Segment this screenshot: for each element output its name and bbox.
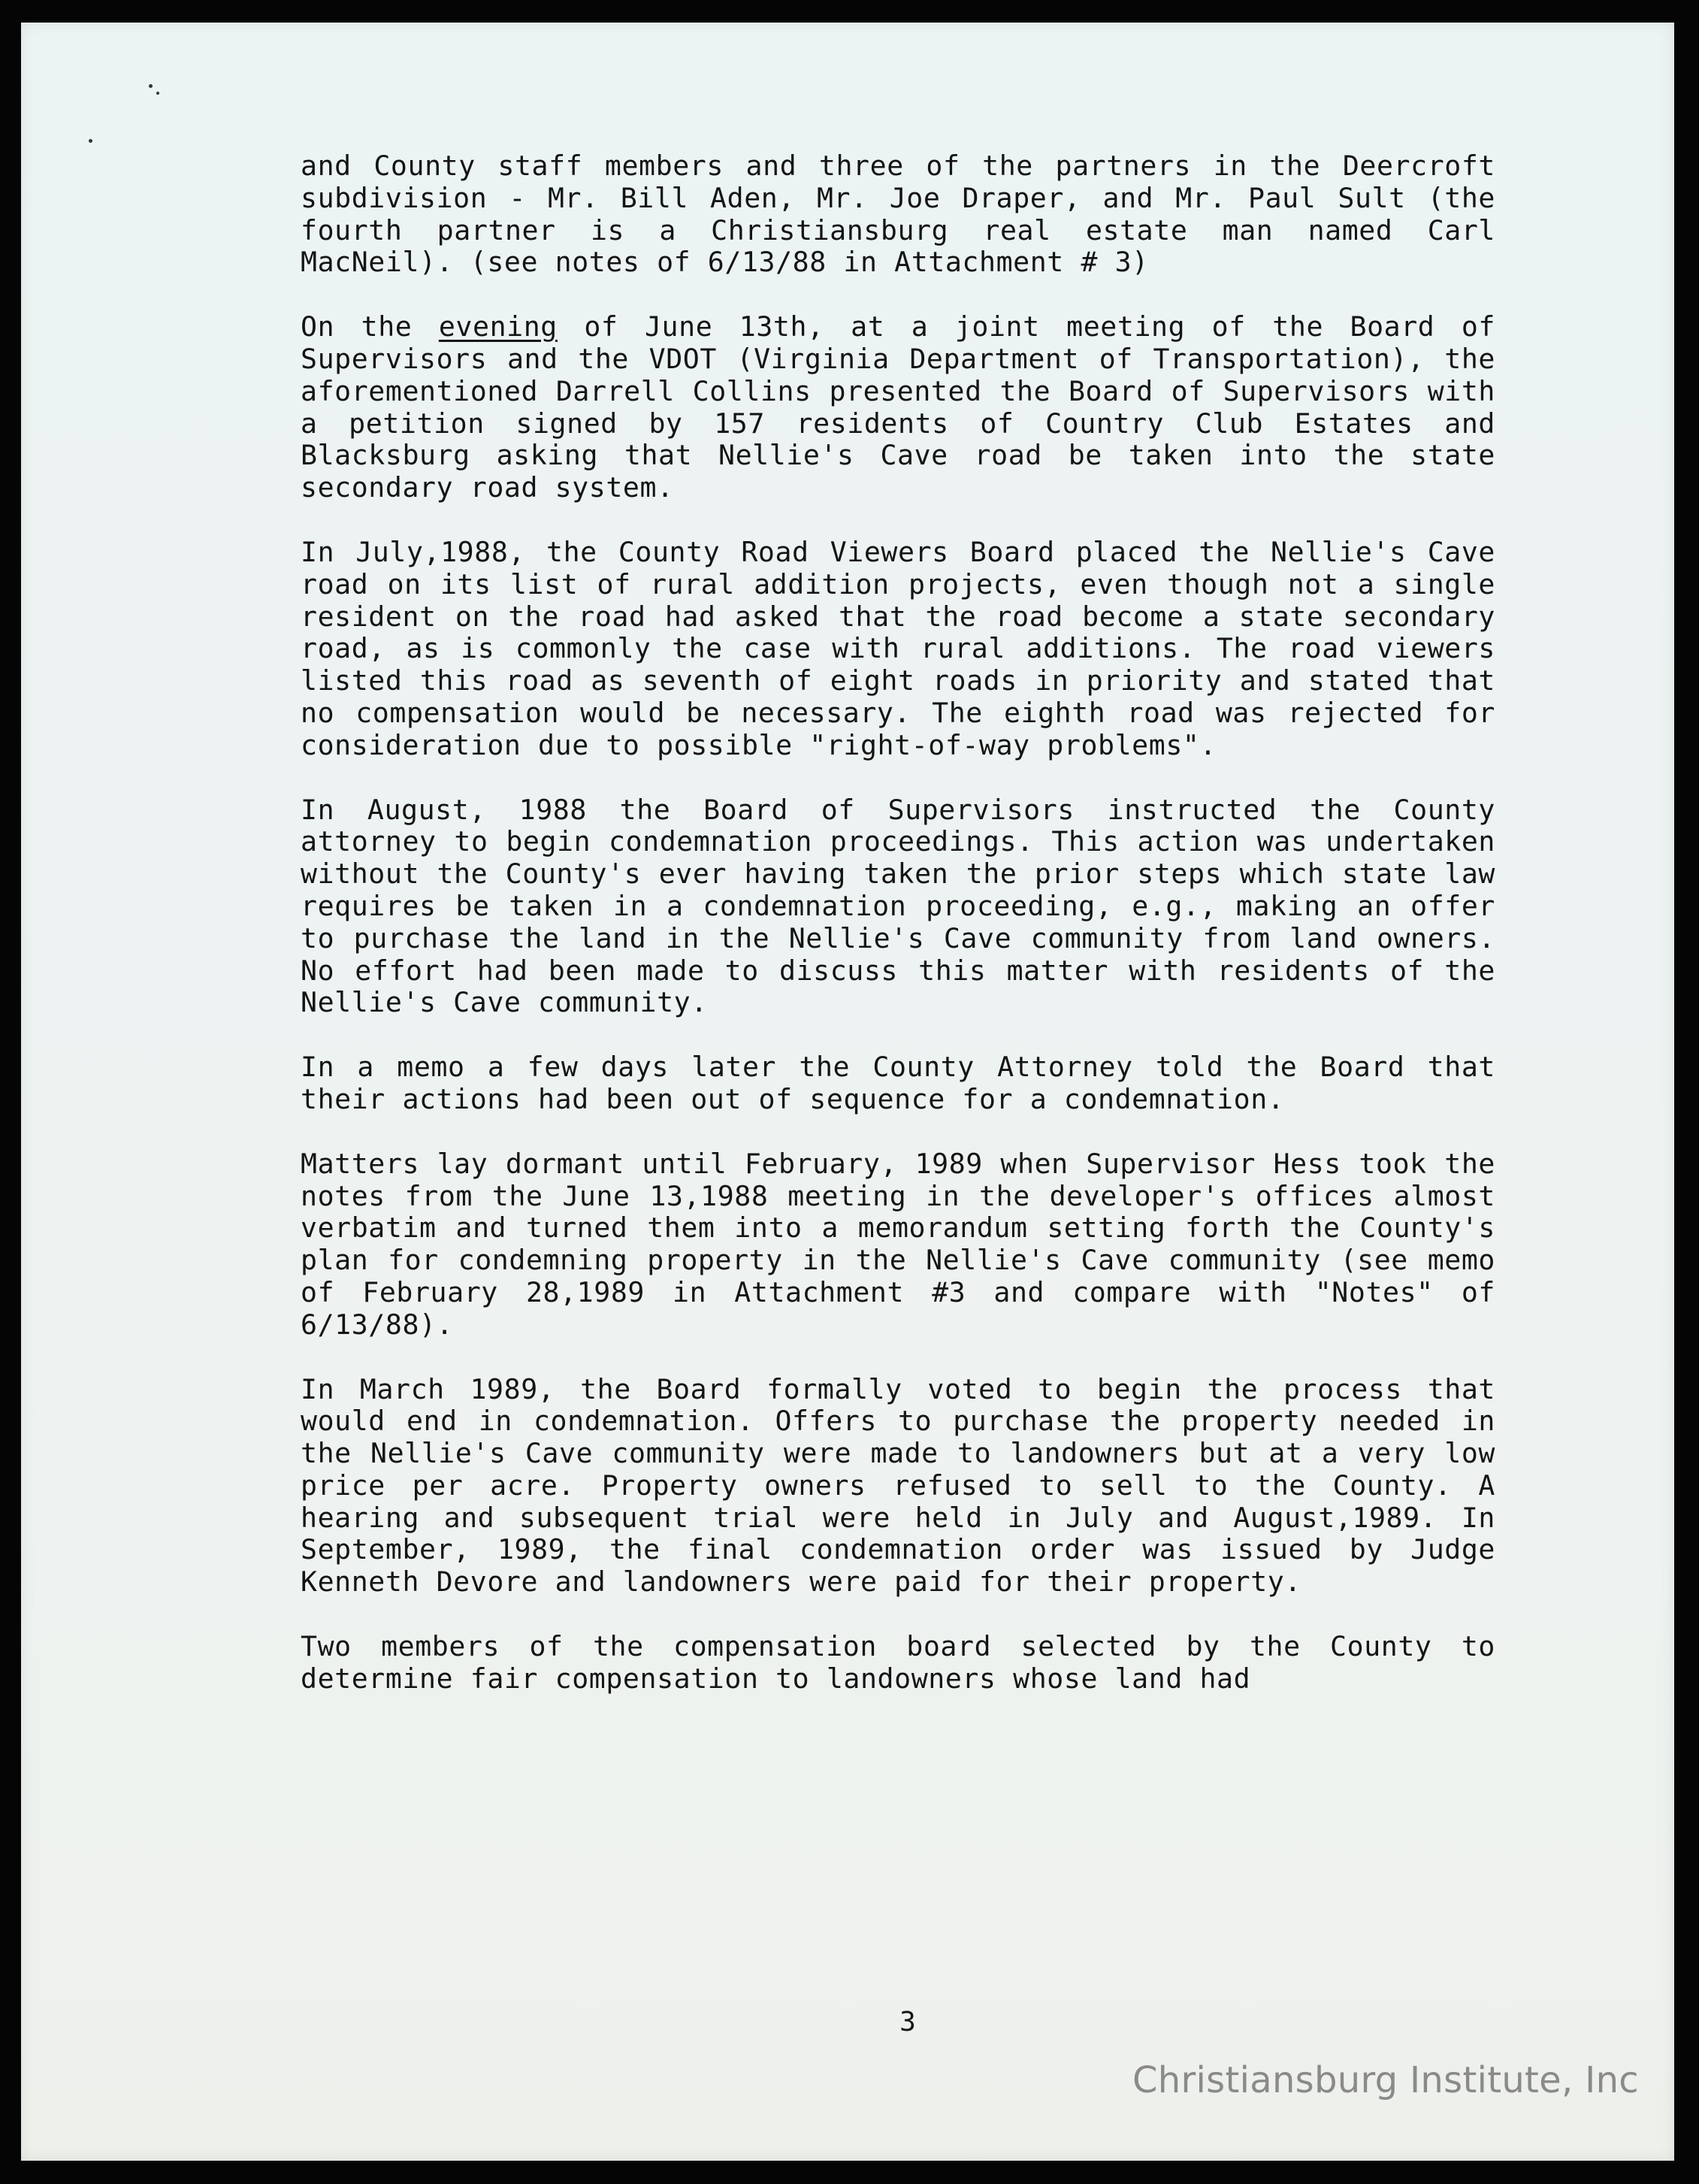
paragraph <box>301 794 1495 1020</box>
paragraph <box>301 1374 1495 1599</box>
paragraph-text: Two members of the compensation board selected by the County to determine fair compensation to landowners whose land had <box>301 1630 1495 1695</box>
paragraph <box>301 1148 1495 1342</box>
document-page <box>21 23 1674 2161</box>
paragraph-text: In August, 1988 the Board of Supervisors instructed the County attorney to begin condemnation proceedings. This action was undertaken without the County's ever having taken the prior steps which state law requires be taken in a condemnation proceeding, e.g., making an offer to purchase the land in the Nellie's Cave community from land owners. No effort had been made to discuss this matter with residents of the Nellie's Cave community. <box>301 793 1495 1019</box>
paragraph-text: and County staff members and three of the partners in the Deercroft subdivision - Mr. Bill Aden, Mr. Joe Draper, and Mr. Paul Sult (the fourth partner is a Christiansburg real estate man named Carl MacNeil). (see notes of 6/13/88 in Attachment # 3) <box>301 150 1495 279</box>
paragraph-text: In March 1989, the Board formally voted to begin the process that would end in condemnation. Offers to purchase the property needed in the Nellie's Cave community were made to landowners but at a very low price per acre. Property owners refused to sell to the County. A hearing and subsequent trial were held in July and August,1989. In September, 1989, the final condemnation order was issued by Judge Kenneth Devore and landowners were paid for their property. <box>301 1372 1495 1599</box>
paper-speck <box>149 84 153 88</box>
paragraph <box>301 537 1495 762</box>
paragraph <box>301 311 1495 504</box>
underlined-word: evening <box>438 310 558 343</box>
paragraph <box>301 150 1495 279</box>
paragraph <box>301 1631 1495 1695</box>
page-number: 3 <box>899 2007 916 2037</box>
paragraph-text: On the <box>301 310 439 343</box>
paragraph-text: In July,1988, the County Road Viewers Board placed the Nellie's Cave road on its list of rural addition projects, even though not a single resident on the road had asked that the road become a state secondary road, as is commonly the case with rural additions. The road viewers listed this road as seventh of eight roads in priority and stated that no compensation would be necessary. The eighth road was rejected for consideration due to possible "right-of-way problems". <box>301 535 1495 761</box>
paragraph <box>301 1051 1495 1116</box>
watermark-text: Christiansburg Institute, Inc <box>1132 2059 1639 2101</box>
document-body <box>301 150 1495 1728</box>
paragraph-text: In a memo a few days later the County Attorney told the Board that their actions had been out of sequence for a condemnation. <box>301 1051 1495 1115</box>
paragraph-text: of June 13th, at a joint meeting of the Board of Supervisors and the VDOT (Virginia Department of Transportation), the aforementioned Darrell Collins presented the Board of Supervisors with a petition signed by 157 residents of Country Club Estates and Blacksburg asking that Nellie's Cave road be taken into the state secondary road system. <box>301 310 1495 504</box>
paragraph-text: Matters lay dormant until February, 1989 when Supervisor Hess took the notes from the June 13,1988 meeting in the developer's offices almost verbatim and turned them into a memorandum setting forth the County's plan for condemning property in the Nellie's Cave community (see memo of February 28,1989 in Attachment #3 and compare with "Notes" of 6/13/88). <box>301 1147 1495 1341</box>
paper-speck <box>89 139 92 143</box>
paper-speck <box>156 92 159 95</box>
